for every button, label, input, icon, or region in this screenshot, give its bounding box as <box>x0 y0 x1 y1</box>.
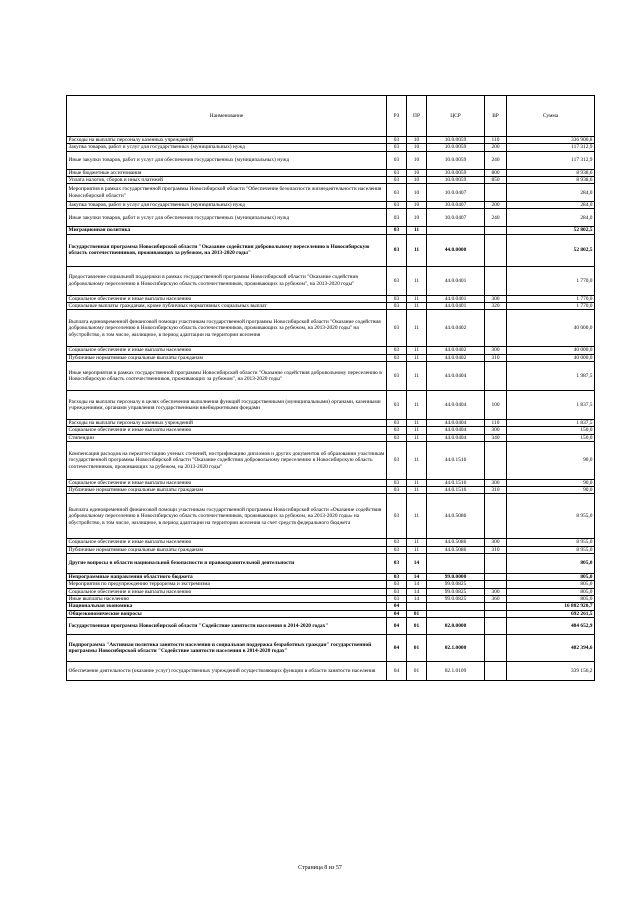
table-row <box>67 581 595 588</box>
cell-pr: 11 <box>407 361 427 390</box>
cell-sum: 484 652,9 <box>507 617 595 634</box>
header-csr: ЦСР <box>427 96 485 137</box>
cell-vr: 100 <box>485 390 507 419</box>
cell-csr: 44.0.1516 <box>427 479 485 486</box>
cell-name: Другие вопросы в области национальной безопасности и правоохранительной деятельности <box>67 554 387 574</box>
cell-csr <box>427 554 485 574</box>
table-row <box>67 617 595 634</box>
table-row <box>67 169 595 176</box>
cell-csr: 99.0.0000 <box>427 574 485 581</box>
cell-name: Подпрограмма "Активная политика занятости населения и социальная поддержка безработных граждан" государственной программы Новосибирской области "Содействие занятости населения в 2014-2020 годах" <box>67 634 387 661</box>
cell-rz: 04 <box>387 617 407 634</box>
cell-name: Социальное обеспечение и иные выплаты населению <box>67 479 387 486</box>
table-row <box>67 554 595 574</box>
cell-sum: 1 987,5 <box>507 361 595 390</box>
cell-name: Закупка товаров, работ и услуг для государственных (муниципальных) нужд <box>67 202 387 209</box>
cell-vr: 300 <box>485 539 507 546</box>
cell-vr: 310 <box>485 487 507 494</box>
cell-name: Выплата единовременной финансовой помощи участникам государственной программы Новосибирской области "Оказание содействия добровольному переселению в Новосибирскую область соотечественников, проживающих за рубежом, на 2013-2020 годы" на обустройство, в том числе, жилищное, в период адаптации на территории вселения <box>67 310 387 347</box>
table-row <box>67 354 595 361</box>
cell-rz: 03 <box>387 295 407 302</box>
cell-rz: 03 <box>387 209 407 227</box>
cell-vr <box>485 494 507 539</box>
cell-pr: 11 <box>407 487 427 494</box>
document-page <box>66 95 594 681</box>
cell-csr: 10.0.0407 <box>427 209 485 227</box>
cell-sum: 805,0 <box>507 574 595 581</box>
cell-name: Публичные нормативные социальные выплаты гражданам <box>67 487 387 494</box>
table-row <box>67 546 595 553</box>
table-row <box>67 539 595 546</box>
table-row <box>67 144 595 151</box>
cell-rz: 03 <box>387 202 407 209</box>
cell-vr: 110 <box>485 419 507 426</box>
table-row <box>67 361 595 390</box>
cell-name: Социальные выплаты гражданам, кроме публичных нормативных социальных выплат <box>67 303 387 310</box>
cell-rz: 04 <box>387 634 407 661</box>
cell-csr: 44.0.0404 <box>427 390 485 419</box>
cell-csr <box>427 227 485 234</box>
cell-rz: 03 <box>387 347 407 354</box>
cell-pr: 11 <box>407 303 427 310</box>
cell-pr: 01 <box>407 634 427 661</box>
cell-csr: 44.0.0402 <box>427 310 485 347</box>
cell-pr: 10 <box>407 151 427 169</box>
cell-csr <box>427 603 485 610</box>
cell-vr <box>485 441 507 479</box>
cell-rz: 03 <box>387 434 407 441</box>
cell-rz: 03 <box>387 539 407 546</box>
cell-pr: 11 <box>407 434 427 441</box>
cell-name: Уплата налогов, сборов и иных платежей <box>67 176 387 183</box>
table-row <box>67 603 595 610</box>
cell-rz: 03 <box>387 546 407 553</box>
cell-pr: 11 <box>407 539 427 546</box>
cell-csr: 44.0.0404 <box>427 434 485 441</box>
cell-vr: 300 <box>485 295 507 302</box>
cell-rz: 03 <box>387 234 407 266</box>
cell-sum: 284,0 <box>507 202 595 209</box>
cell-name: Социальное обеспечение и иные выплаты населению <box>67 539 387 546</box>
cell-sum: 1 770,0 <box>507 295 595 302</box>
cell-csr: 44.0.5086 <box>427 546 485 553</box>
cell-pr: 10 <box>407 169 427 176</box>
cell-name: Обеспечение деятельности (оказание услуг) государственных учреждений осуществляющих функции в области занятости населения <box>67 661 387 680</box>
table-row <box>67 427 595 434</box>
cell-pr: 11 <box>407 310 427 347</box>
cell-sum: 16 802 920,7 <box>507 603 595 610</box>
cell-sum: 90,0 <box>507 487 595 494</box>
cell-vr: 310 <box>485 354 507 361</box>
cell-sum: 1 837,5 <box>507 390 595 419</box>
cell-vr: 310 <box>485 546 507 553</box>
table-row <box>67 295 595 302</box>
cell-name: Социальное обеспечение и иные выплаты населению <box>67 588 387 595</box>
cell-name: Закупка товаров, работ и услуг для государственных (муниципальных) нужд <box>67 144 387 151</box>
cell-csr: 10.0.0407 <box>427 184 485 202</box>
cell-csr: 02.1.0000 <box>427 634 485 661</box>
cell-pr: 10 <box>407 137 427 144</box>
table-row <box>67 595 595 602</box>
cell-pr: 11 <box>407 419 427 426</box>
cell-sum: 805,0 <box>507 588 595 595</box>
cell-name: Государственная программа Новосибирской области "Содействие занятости населения в 2014-2020 годах" <box>67 617 387 634</box>
cell-pr: 10 <box>407 202 427 209</box>
cell-rz: 03 <box>387 588 407 595</box>
cell-csr: 10.0.0059 <box>427 144 485 151</box>
cell-vr <box>485 581 507 588</box>
cell-csr: 44.0.0404 <box>427 427 485 434</box>
cell-name: Государственная программа Новосибирской области "Оказание содействия добровольному переселению в Новосибирскую область соотечественников, проживающих за рубежом, на 2013-2020 годы" <box>67 234 387 266</box>
cell-csr: 99.0.0825 <box>427 595 485 602</box>
cell-pr: 14 <box>407 574 427 581</box>
cell-rz: 03 <box>387 266 407 295</box>
cell-sum: 339 156,2 <box>507 661 595 680</box>
cell-pr: 14 <box>407 554 427 574</box>
cell-pr: 14 <box>407 595 427 602</box>
cell-vr <box>485 310 507 347</box>
cell-rz: 03 <box>387 581 407 588</box>
cell-sum: 8 938,6 <box>507 169 595 176</box>
table-row <box>67 634 595 661</box>
cell-csr: 44.0.0404 <box>427 419 485 426</box>
cell-csr: 99.0.0825 <box>427 588 485 595</box>
cell-sum: 150,0 <box>507 434 595 441</box>
cell-name: Расходы на выплаты персоналу казенных учреждений <box>67 137 387 144</box>
table-row <box>67 137 595 144</box>
cell-vr: 850 <box>485 176 507 183</box>
cell-sum: 40 000,0 <box>507 354 595 361</box>
cell-vr: 240 <box>485 151 507 169</box>
table-row <box>67 610 595 617</box>
cell-rz: 03 <box>387 390 407 419</box>
cell-rz: 03 <box>387 184 407 202</box>
cell-pr: 01 <box>407 610 427 617</box>
table-row <box>67 661 595 680</box>
cell-pr: 11 <box>407 266 427 295</box>
cell-pr: 11 <box>407 347 427 354</box>
cell-sum: 284,0 <box>507 184 595 202</box>
cell-rz: 03 <box>387 574 407 581</box>
cell-pr: 10 <box>407 209 427 227</box>
cell-vr <box>485 603 507 610</box>
cell-name: Иные мероприятия в рамках государственной программы Новосибирской области "Оказание содействия добровольному переселению в Новосибирскую область соотечественников, проживающих за рубежом", на 2013-2020 годы" <box>67 361 387 390</box>
cell-csr: 10.0.0407 <box>427 202 485 209</box>
cell-rz: 03 <box>387 419 407 426</box>
cell-pr: 11 <box>407 427 427 434</box>
cell-csr: 10.0.0059 <box>427 176 485 183</box>
table-row <box>67 347 595 354</box>
table-row <box>67 202 595 209</box>
table-row <box>67 487 595 494</box>
header-name: Наименование <box>67 96 387 137</box>
cell-pr: 11 <box>407 234 427 266</box>
cell-vr: 240 <box>485 209 507 227</box>
cell-rz: 03 <box>387 151 407 169</box>
cell-csr: 44.0.0401 <box>427 266 485 295</box>
cell-sum: 90,0 <box>507 479 595 486</box>
cell-rz: 04 <box>387 661 407 680</box>
cell-rz: 03 <box>387 361 407 390</box>
cell-rz: 03 <box>387 554 407 574</box>
cell-name: Мероприятия в рамках государственной программы Новосибирской области "Обеспечение безопасности жизнедеятельности населения Новосибирской области" <box>67 184 387 202</box>
cell-csr: 99.0.0825 <box>427 581 485 588</box>
cell-pr: 01 <box>407 661 427 680</box>
cell-csr: 44.0.0401 <box>427 303 485 310</box>
cell-sum: 805,0 <box>507 581 595 588</box>
cell-vr: 800 <box>485 169 507 176</box>
cell-sum: 150,0 <box>507 427 595 434</box>
cell-name: Публичные нормативные социальные выплаты гражданам <box>67 546 387 553</box>
cell-sum: 8 938,6 <box>507 176 595 183</box>
cell-vr: 320 <box>485 303 507 310</box>
cell-pr: 14 <box>407 588 427 595</box>
cell-csr: 10.0.0059 <box>427 151 485 169</box>
cell-vr: 340 <box>485 434 507 441</box>
cell-name: Миграционная политика <box>67 227 387 234</box>
table-row <box>67 494 595 539</box>
cell-rz: 03 <box>387 487 407 494</box>
cell-name: Иные выплаты населению <box>67 595 387 602</box>
table-row <box>67 184 595 202</box>
cell-pr: 14 <box>407 581 427 588</box>
table-row <box>67 419 595 426</box>
cell-name: Мероприятия по предупреждению терроризма и экстремизма <box>67 581 387 588</box>
cell-rz: 03 <box>387 169 407 176</box>
cell-name: Иные закупки товаров, работ и услуг для обеспечения государственных (муниципальных) нужд <box>67 209 387 227</box>
cell-csr: 44.0.1516 <box>427 441 485 479</box>
table-row <box>67 588 595 595</box>
cell-rz: 03 <box>387 137 407 144</box>
cell-csr: 44.0.5086 <box>427 494 485 539</box>
cell-sum: 1 837,5 <box>507 419 595 426</box>
cell-name: Предоставление социальной поддержки в рамках государственной программы Новосибирской области "Оказание содействия добровольному переселению в Новосибирскую область соотечественников, проживающих за рубежом", на 2013-2020 годы" <box>67 266 387 295</box>
cell-vr <box>485 184 507 202</box>
cell-vr: 300 <box>485 427 507 434</box>
cell-pr: 11 <box>407 494 427 539</box>
table-body <box>67 137 595 681</box>
cell-csr: 44.0.0402 <box>427 354 485 361</box>
cell-name: Компенсация расходов на переаттестацию ученых степеней, нострификацию дипломов и других документов об образовании участникам государственной программы Новосибирской области "Оказание содействия добровольному переселению в Новосибирскую область соотечественников, проживающих за рубежом, на 2013-2020 годы" <box>67 441 387 479</box>
table-row <box>67 209 595 227</box>
cell-rz: 03 <box>387 479 407 486</box>
table-row <box>67 176 595 183</box>
cell-sum: 336 900,8 <box>507 137 595 144</box>
cell-sum: 117 312,9 <box>507 151 595 169</box>
cell-csr <box>427 610 485 617</box>
table-row <box>67 310 595 347</box>
header-pr: ПР <box>407 96 427 137</box>
cell-sum: 482 394,6 <box>507 634 595 661</box>
cell-vr <box>485 634 507 661</box>
cell-sum: 8 955,0 <box>507 494 595 539</box>
table-row <box>67 574 595 581</box>
cell-vr <box>485 266 507 295</box>
table-row <box>67 266 595 295</box>
cell-sum: 1 770,0 <box>507 266 595 295</box>
cell-name: Социальное обеспечение и иные выплаты населению <box>67 295 387 302</box>
table-row <box>67 390 595 419</box>
cell-pr: 10 <box>407 176 427 183</box>
cell-name: Иные закупки товаров, работ и услуг для обеспечения государственных (муниципальных) нужд <box>67 151 387 169</box>
cell-pr: 10 <box>407 184 427 202</box>
header-rz: РЗ <box>387 96 407 137</box>
cell-sum: 805,0 <box>507 595 595 602</box>
cell-csr: 02.1.0109 <box>427 661 485 680</box>
cell-name: Национальная экономика <box>67 603 387 610</box>
cell-sum: 8 955,0 <box>507 546 595 553</box>
cell-csr: 10.0.0059 <box>427 137 485 144</box>
cell-vr: 300 <box>485 347 507 354</box>
cell-sum: 40 000,0 <box>507 347 595 354</box>
cell-rz: 03 <box>387 303 407 310</box>
cell-rz: 03 <box>387 441 407 479</box>
cell-rz: 03 <box>387 310 407 347</box>
cell-vr <box>485 361 507 390</box>
cell-sum: 805,0 <box>507 554 595 574</box>
cell-rz: 03 <box>387 144 407 151</box>
cell-vr <box>485 574 507 581</box>
cell-name: Выплата единовременной финансовой помощи участникам государственной программы Новосибирской области «Оказание содействия добровольному переселению в Новосибирскую область соотечественников, проживающих за рубежом, на 2013-2020 годы» на обустройство, в том числе, жилищное, в период адаптации на территории вселения за счет средств федерального бюджета <box>67 494 387 539</box>
cell-sum: 52 802,5 <box>507 227 595 234</box>
cell-rz: 03 <box>387 595 407 602</box>
header-vr: ВР <box>485 96 507 137</box>
table-row <box>67 441 595 479</box>
cell-sum: 90,0 <box>507 441 595 479</box>
cell-name: Стипендии <box>67 434 387 441</box>
cell-pr: 11 <box>407 441 427 479</box>
cell-vr: 200 <box>485 202 507 209</box>
cell-vr <box>485 617 507 634</box>
table-row <box>67 303 595 310</box>
header-sum: Сумма <box>507 96 595 137</box>
cell-pr: 10 <box>407 144 427 151</box>
cell-vr: 110 <box>485 137 507 144</box>
cell-rz: 03 <box>387 227 407 234</box>
table-row <box>67 151 595 169</box>
cell-pr: 11 <box>407 479 427 486</box>
cell-name: Публичные нормативные социальные выплаты гражданам <box>67 354 387 361</box>
cell-csr: 44.0.0404 <box>427 361 485 390</box>
cell-name: Иные бюджетные ассигнования <box>67 169 387 176</box>
table-row <box>67 227 595 234</box>
cell-csr: 44.0.0000 <box>427 234 485 266</box>
cell-rz: 04 <box>387 603 407 610</box>
cell-rz: 03 <box>387 354 407 361</box>
cell-vr <box>485 234 507 266</box>
cell-pr: 11 <box>407 390 427 419</box>
cell-pr: 11 <box>407 546 427 553</box>
cell-vr <box>485 554 507 574</box>
cell-rz: 03 <box>387 427 407 434</box>
cell-vr: 200 <box>485 144 507 151</box>
cell-sum: 40 000,0 <box>507 310 595 347</box>
cell-rz: 04 <box>387 610 407 617</box>
budget-table <box>66 95 595 681</box>
cell-pr: 11 <box>407 295 427 302</box>
cell-name: Расходы на выплаты персоналу казенных учреждений <box>67 419 387 426</box>
cell-name: Социальное обеспечение и иные выплаты населению <box>67 347 387 354</box>
cell-name: Социальное обеспечение и иные выплаты населению <box>67 427 387 434</box>
cell-csr: 44.0.1516 <box>427 487 485 494</box>
cell-vr: 300 <box>485 588 507 595</box>
cell-sum: 692 261,5 <box>507 610 595 617</box>
cell-name: Расходы на выплаты персоналу в целях обеспечения выполнения функций государственными (муниципальными) органами, казенными учреждениями, органами управления государственными внебюджетными фондами <box>67 390 387 419</box>
cell-name: Общеэкономические вопросы <box>67 610 387 617</box>
cell-vr <box>485 610 507 617</box>
cell-sum: 284,0 <box>507 209 595 227</box>
table-header-row <box>67 96 595 137</box>
cell-sum: 52 802,5 <box>507 234 595 266</box>
cell-vr <box>485 227 507 234</box>
table-row <box>67 479 595 486</box>
cell-sum: 8 955,0 <box>507 539 595 546</box>
cell-sum: 117 312,9 <box>507 144 595 151</box>
cell-rz: 03 <box>387 494 407 539</box>
cell-name: Непрограммные направления областного бюджета <box>67 574 387 581</box>
table-row <box>67 434 595 441</box>
cell-csr: 44.0.0402 <box>427 347 485 354</box>
page-number: Страница 8 из 57 <box>298 865 342 871</box>
cell-sum: 1 770,0 <box>507 303 595 310</box>
cell-csr: 02.0.0000 <box>427 617 485 634</box>
cell-csr: 44.0.5086 <box>427 539 485 546</box>
cell-pr: 01 <box>407 617 427 634</box>
table-row <box>67 234 595 266</box>
cell-vr <box>485 661 507 680</box>
cell-vr: 360 <box>485 595 507 602</box>
cell-rz: 03 <box>387 176 407 183</box>
cell-vr: 300 <box>485 479 507 486</box>
cell-csr: 10.0.0059 <box>427 169 485 176</box>
cell-pr: 11 <box>407 227 427 234</box>
cell-csr: 44.0.0401 <box>427 295 485 302</box>
cell-pr: 11 <box>407 354 427 361</box>
cell-pr <box>407 603 427 610</box>
